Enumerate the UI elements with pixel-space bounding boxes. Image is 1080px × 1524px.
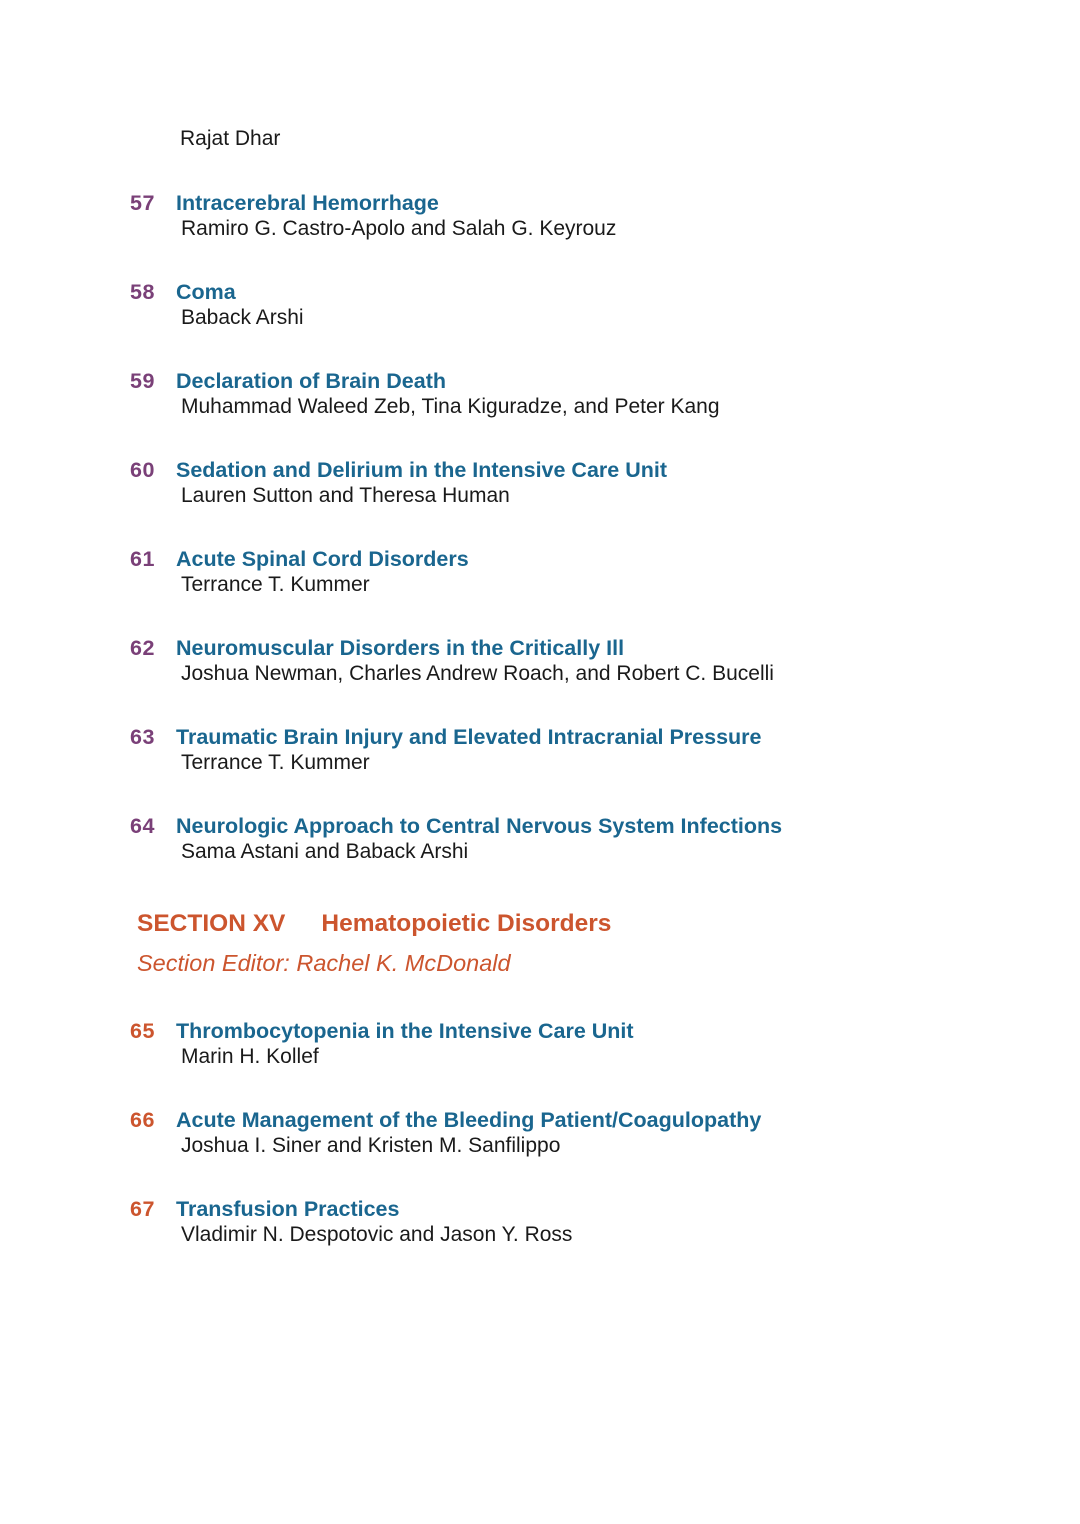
- chapter-title: Thrombocytopenia in the Intensive Care Unit: [176, 1019, 634, 1043]
- toc-entry: [130, 367, 1080, 417]
- chapter-number: 59: [130, 369, 155, 393]
- chapter-list-neurologic: [0, 189, 1080, 862]
- chapter-number: 61: [130, 547, 155, 571]
- chapter-authors: Muhammad Waleed Zeb, Tina Kiguradze, and Peter Kang: [181, 395, 720, 418]
- toc-entry: [130, 634, 1080, 684]
- chapter-authors: Joshua Newman, Charles Andrew Roach, and Robert C. Bucelli: [181, 662, 774, 685]
- chapter-number: 66: [130, 1108, 155, 1132]
- toc-entry: [130, 1017, 1080, 1067]
- toc-page: [0, 127, 1080, 1524]
- section-label: SECTION XV: [137, 910, 286, 937]
- toc-entry: [130, 545, 1080, 595]
- section-title: Hematopoietic Disorders: [321, 910, 612, 937]
- chapter-authors: Baback Arshi: [181, 306, 304, 329]
- chapter-number: 65: [130, 1019, 155, 1043]
- chapter-title: Traumatic Brain Injury and Elevated Intracranial Pressure: [176, 725, 762, 749]
- chapter-number: 60: [130, 458, 155, 482]
- chapter-title: Acute Spinal Cord Disorders: [176, 547, 469, 571]
- chapter-authors: Lauren Sutton and Theresa Human: [181, 484, 510, 507]
- toc-entry: [130, 189, 1080, 239]
- chapter-authors: Marin H. Kollef: [181, 1045, 319, 1068]
- section-title-line: [137, 909, 1080, 939]
- chapter-title: Neuromuscular Disorders in the Critically Ill: [176, 636, 625, 660]
- section-header: [137, 909, 1080, 977]
- chapter-authors: Joshua I. Siner and Kristen M. Sanfilippo: [181, 1134, 561, 1157]
- chapter-authors: Ramiro G. Castro-Apolo and Salah G. Keyrouz: [181, 217, 617, 240]
- chapter-number: 64: [130, 814, 155, 838]
- chapter-list-hematopoietic: [0, 1017, 1080, 1245]
- chapter-number: 63: [130, 725, 155, 749]
- chapter-title: Acute Management of the Bleeding Patient/Coagulopathy: [176, 1108, 762, 1132]
- chapter-authors: Vladimir N. Despotovic and Jason Y. Ross: [181, 1223, 573, 1246]
- chapter-number: 67: [130, 1197, 155, 1221]
- chapter-authors: Terrance T. Kummer: [181, 573, 370, 596]
- chapter-authors: Terrance T. Kummer: [181, 751, 370, 774]
- chapter-title: Transfusion Practices: [176, 1197, 400, 1221]
- toc-entry: [130, 723, 1080, 773]
- chapter-title: Neurologic Approach to Central Nervous System Infections: [176, 814, 783, 838]
- chapter-number: 62: [130, 636, 155, 660]
- toc-entry: [130, 1106, 1080, 1156]
- section-editor: Section Editor: Rachel K. McDonald: [137, 950, 511, 976]
- carryover-author: Rajat Dhar: [180, 127, 281, 150]
- toc-entry: [130, 278, 1080, 328]
- toc-entry: [130, 456, 1080, 506]
- chapter-title: Sedation and Delirium in the Intensive Care Unit: [176, 458, 668, 482]
- chapter-number: 57: [130, 191, 155, 215]
- chapter-title: Intracerebral Hemorrhage: [176, 191, 439, 215]
- chapter-number: 58: [130, 280, 155, 304]
- toc-entry: [130, 812, 1080, 862]
- chapter-title: Coma: [176, 280, 236, 304]
- chapter-title: Declaration of Brain Death: [176, 369, 446, 393]
- chapter-authors: Sama Astani and Baback Arshi: [181, 840, 469, 863]
- toc-entry: [130, 1195, 1080, 1245]
